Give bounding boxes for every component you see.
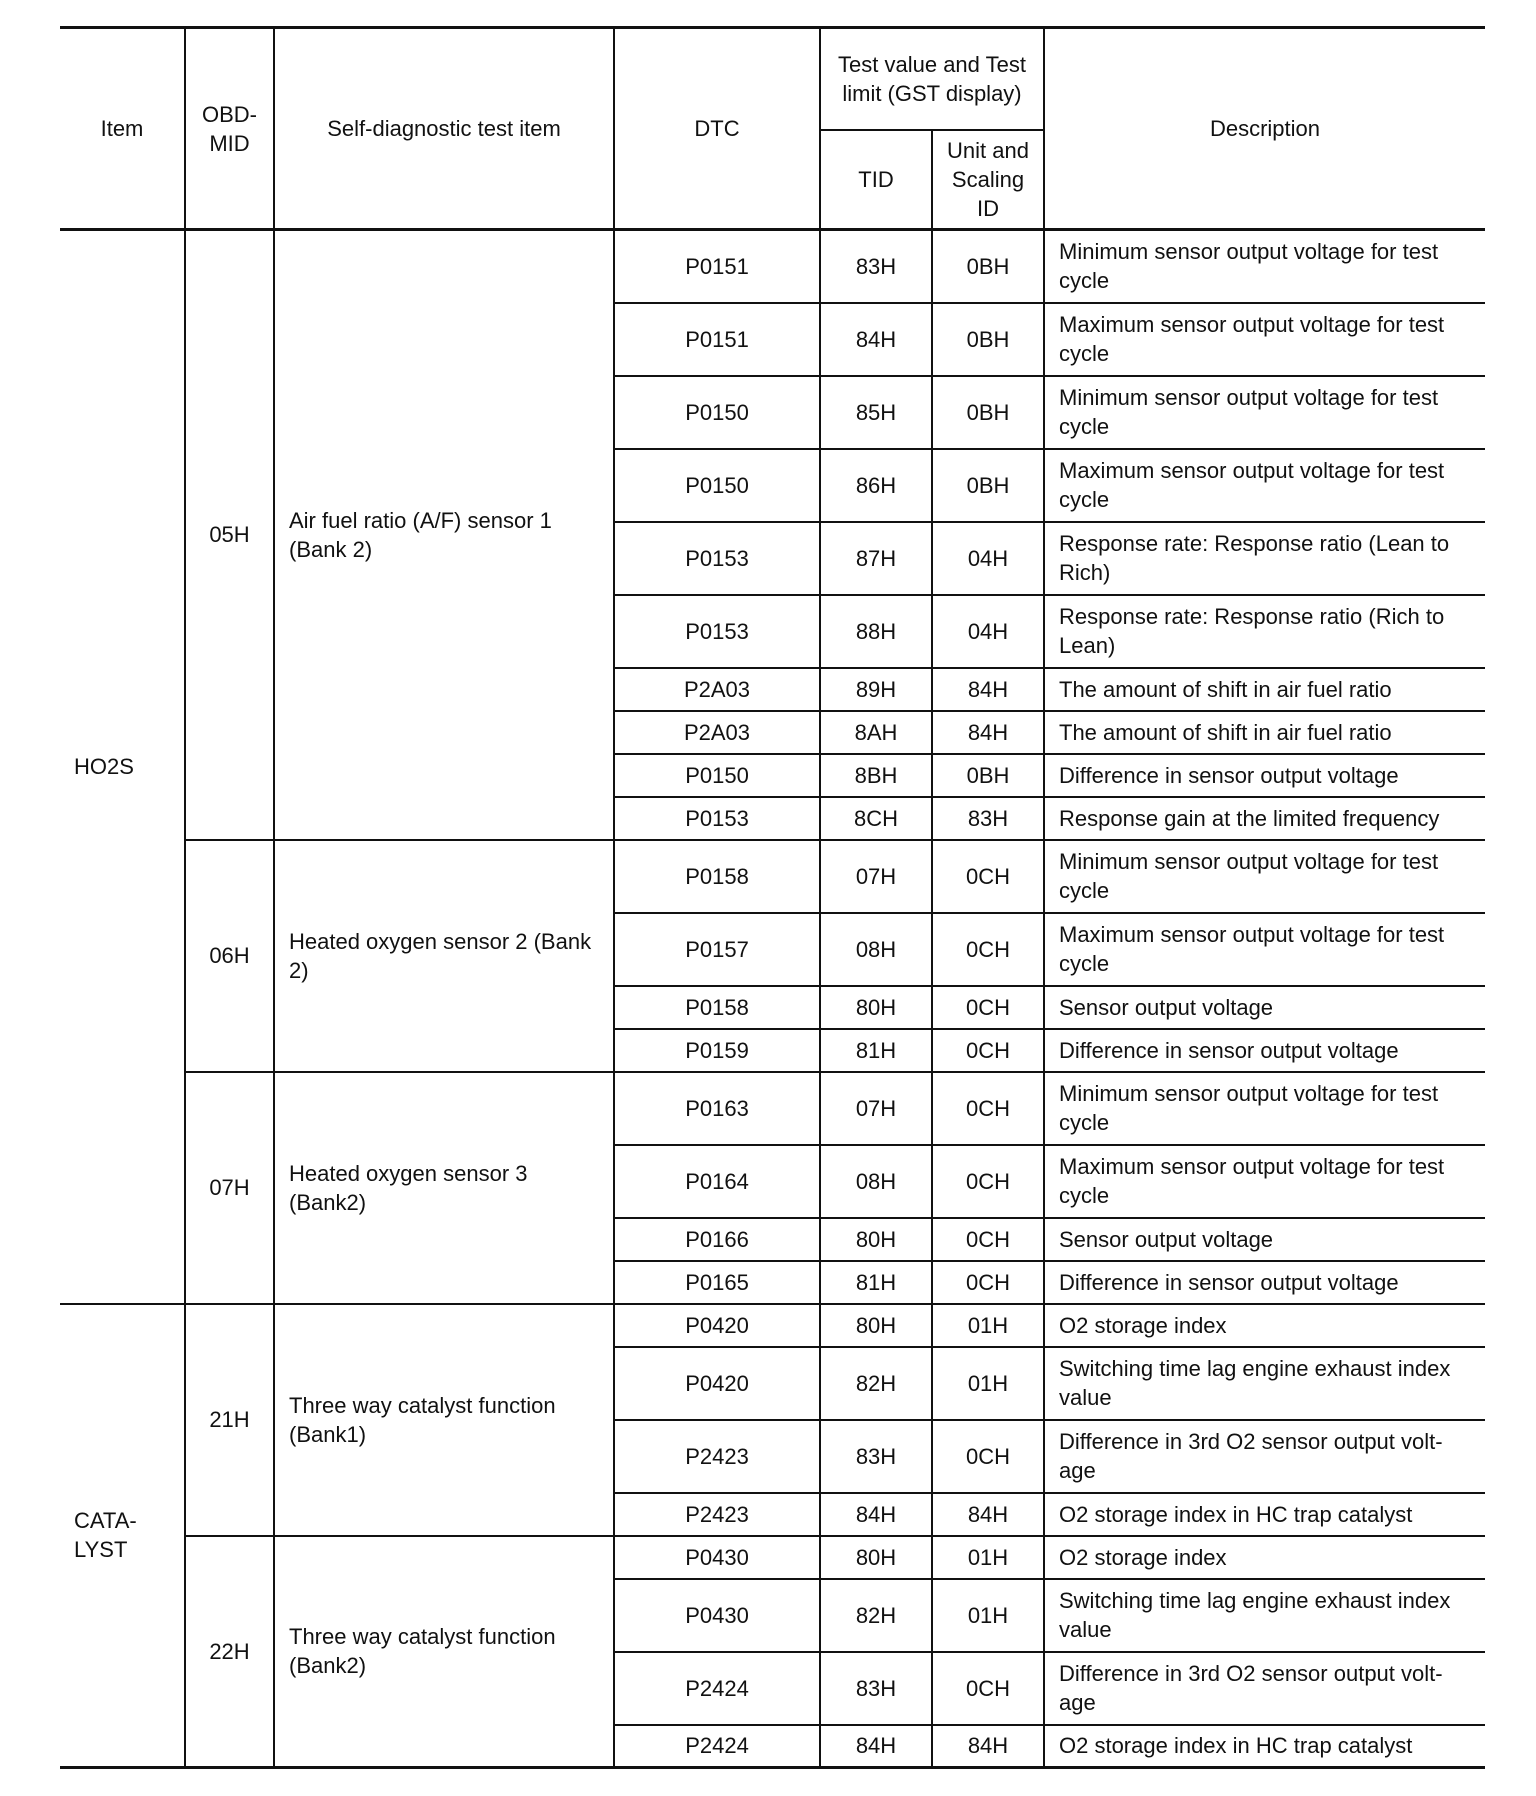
dtc-cell: P0166	[614, 1218, 820, 1261]
unit-scaling-cell: 84H	[932, 1725, 1044, 1768]
unit-scaling-cell: 0CH	[932, 1218, 1044, 1261]
unit-scaling-cell: 0BH	[932, 303, 1044, 376]
dtc-cell: P2A03	[614, 711, 820, 754]
description-cell: O2 storage index	[1044, 1304, 1485, 1347]
obd-mid-cell: 07H	[185, 1072, 274, 1304]
dtc-cell: P0163	[614, 1072, 820, 1145]
unit-scaling-cell: 0BH	[932, 754, 1044, 797]
description-cell: O2 storage index in HC trap catalyst	[1044, 1493, 1485, 1536]
dtc-cell: P2424	[614, 1725, 820, 1768]
unit-scaling-cell: 0BH	[932, 376, 1044, 449]
unit-scaling-cell: 84H	[932, 1493, 1044, 1536]
dtc-cell: P2423	[614, 1493, 820, 1536]
description-cell: Minimum sensor output voltage for test cycle	[1044, 376, 1485, 449]
tid-cell: 80H	[820, 986, 932, 1029]
tid-cell: 08H	[820, 913, 932, 986]
table-row	[60, 1536, 1485, 1579]
tid-cell: 83H	[820, 230, 932, 303]
dtc-cell: P0158	[614, 986, 820, 1029]
description-cell: Minimum sensor output voltage for test cycle	[1044, 230, 1485, 303]
description-cell: Sensor output voltage	[1044, 1218, 1485, 1261]
unit-scaling-cell: 0CH	[932, 1261, 1044, 1304]
obd-mid-cell: 06H	[185, 840, 274, 1072]
obd-mid-table	[60, 26, 1485, 1769]
description-cell: Difference in sensor output voltage	[1044, 1261, 1485, 1304]
tid-cell: 82H	[820, 1347, 932, 1420]
test-item-cell: Three way catalyst function (Bank1)	[274, 1304, 614, 1536]
dtc-cell: P2423	[614, 1420, 820, 1493]
tid-cell: 84H	[820, 1725, 932, 1768]
tid-cell: 81H	[820, 1029, 932, 1072]
unit-scaling-cell: 04H	[932, 595, 1044, 668]
description-cell: Response rate: Response ratio (Lean to Rich)	[1044, 522, 1485, 595]
tid-cell: 80H	[820, 1304, 932, 1347]
dtc-cell: P0158	[614, 840, 820, 913]
description-cell: Minimum sensor output voltage for test cycle	[1044, 840, 1485, 913]
dtc-cell: P0159	[614, 1029, 820, 1072]
test-item-cell: Three way catalyst function (Bank2)	[274, 1536, 614, 1768]
description-cell: Difference in 3rd O2 sensor output volt-age	[1044, 1652, 1485, 1725]
table-header	[60, 28, 1485, 230]
header-obd-mid: OBD-MID	[185, 28, 274, 230]
tid-cell: 89H	[820, 668, 932, 711]
dtc-cell: P0150	[614, 449, 820, 522]
description-cell: Maximum sensor output voltage for test cycle	[1044, 1145, 1485, 1218]
unit-scaling-cell: 0CH	[932, 1145, 1044, 1218]
header-item: Item	[60, 28, 185, 230]
tid-cell: 83H	[820, 1420, 932, 1493]
description-cell: Difference in sensor output voltage	[1044, 754, 1485, 797]
description-cell: Switching time lag engine exhaust index value	[1044, 1579, 1485, 1652]
unit-scaling-cell: 0CH	[932, 986, 1044, 1029]
table-row	[60, 840, 1485, 913]
description-cell: The amount of shift in air fuel ratio	[1044, 711, 1485, 754]
tid-cell: 08H	[820, 1145, 932, 1218]
test-item-cell: Heated oxygen sensor 2 (Bank 2)	[274, 840, 614, 1072]
description-cell: Maximum sensor output voltage for test cycle	[1044, 449, 1485, 522]
tid-cell: 80H	[820, 1536, 932, 1579]
unit-scaling-cell: 04H	[932, 522, 1044, 595]
tid-cell: 8BH	[820, 754, 932, 797]
unit-scaling-cell: 0BH	[932, 449, 1044, 522]
tid-cell: 8CH	[820, 797, 932, 840]
item-cell: HO2S	[74, 754, 134, 780]
dtc-cell: P0420	[614, 1347, 820, 1420]
description-cell: O2 storage index in HC trap catalyst	[1044, 1725, 1485, 1768]
obd-mid-cell: 21H	[185, 1304, 274, 1536]
unit-scaling-cell: 0CH	[932, 1072, 1044, 1145]
unit-scaling-cell: 01H	[932, 1536, 1044, 1579]
unit-scaling-cell: 0CH	[932, 1652, 1044, 1725]
unit-scaling-cell: 01H	[932, 1579, 1044, 1652]
dtc-cell: P0430	[614, 1579, 820, 1652]
description-cell: The amount of shift in air fuel ratio	[1044, 668, 1485, 711]
dtc-cell: P0151	[614, 230, 820, 303]
header-test-item: Self-diagnostic test item	[274, 28, 614, 230]
header-tid: TID	[820, 130, 932, 230]
dtc-cell: P0157	[614, 913, 820, 986]
dtc-cell: P2424	[614, 1652, 820, 1725]
header-unit-scaling: Unit and Scaling ID	[932, 130, 1044, 230]
tid-cell: 85H	[820, 376, 932, 449]
table-row	[60, 1072, 1485, 1145]
dtc-cell: P0420	[614, 1304, 820, 1347]
description-cell: Switching time lag engine exhaust index value	[1044, 1347, 1485, 1420]
dtc-cell: P0151	[614, 303, 820, 376]
tid-cell: 88H	[820, 595, 932, 668]
test-item-cell: Heated oxygen sensor 3 (Bank2)	[274, 1072, 614, 1304]
tid-cell: 84H	[820, 303, 932, 376]
dtc-cell: P0153	[614, 595, 820, 668]
test-item-cell: Air fuel ratio (A/F) sensor 1 (Bank 2)	[274, 230, 614, 840]
tid-cell: 8AH	[820, 711, 932, 754]
tid-cell: 86H	[820, 449, 932, 522]
tid-cell: 84H	[820, 1493, 932, 1536]
header-dtc: DTC	[614, 28, 820, 230]
obd-mid-cell: 22H	[185, 1536, 274, 1768]
dtc-cell: P0150	[614, 754, 820, 797]
description-cell: Minimum sensor output voltage for test cycle	[1044, 1072, 1485, 1145]
tid-cell: 87H	[820, 522, 932, 595]
description-cell: Response gain at the limited frequency	[1044, 797, 1485, 840]
unit-scaling-cell: 0CH	[932, 913, 1044, 986]
obd-mid-cell: 05H	[185, 230, 274, 840]
dtc-cell: P0153	[614, 797, 820, 840]
description-cell: Maximum sensor output voltage for test cycle	[1044, 913, 1485, 986]
tid-cell: 83H	[820, 1652, 932, 1725]
description-cell: Response rate: Response ratio (Rich to Lean)	[1044, 595, 1485, 668]
dtc-cell: P0153	[614, 522, 820, 595]
table-row	[60, 1304, 1485, 1347]
unit-scaling-cell: 01H	[932, 1347, 1044, 1420]
item-cell: CATA-LYST	[60, 1304, 185, 1768]
header-test-value: Test value and Test limit (GST display)	[820, 28, 1044, 130]
tid-cell: 07H	[820, 840, 932, 913]
tid-cell: 81H	[820, 1261, 932, 1304]
unit-scaling-cell: 83H	[932, 797, 1044, 840]
tid-cell: 80H	[820, 1218, 932, 1261]
unit-scaling-cell: 0CH	[932, 1029, 1044, 1072]
tid-cell: 07H	[820, 1072, 932, 1145]
unit-scaling-cell: 01H	[932, 1304, 1044, 1347]
dtc-cell: P0430	[614, 1536, 820, 1579]
dtc-cell: P0164	[614, 1145, 820, 1218]
unit-scaling-cell: 0CH	[932, 1420, 1044, 1493]
unit-scaling-cell: 0CH	[932, 840, 1044, 913]
table-body	[60, 230, 1485, 1768]
description-cell: Difference in sensor output voltage	[1044, 1029, 1485, 1072]
unit-scaling-cell: 84H	[932, 711, 1044, 754]
dtc-cell: P0150	[614, 376, 820, 449]
table-row	[60, 230, 1485, 303]
unit-scaling-cell: 84H	[932, 668, 1044, 711]
tid-cell: 82H	[820, 1579, 932, 1652]
description-cell: Difference in 3rd O2 sensor output volt-age	[1044, 1420, 1485, 1493]
unit-scaling-cell: 0BH	[932, 230, 1044, 303]
description-cell: Maximum sensor output voltage for test cycle	[1044, 303, 1485, 376]
dtc-cell: P2A03	[614, 668, 820, 711]
description-cell: O2 storage index	[1044, 1536, 1485, 1579]
dtc-cell: P0165	[614, 1261, 820, 1304]
header-description: Description	[1044, 28, 1485, 230]
description-cell: Sensor output voltage	[1044, 986, 1485, 1029]
